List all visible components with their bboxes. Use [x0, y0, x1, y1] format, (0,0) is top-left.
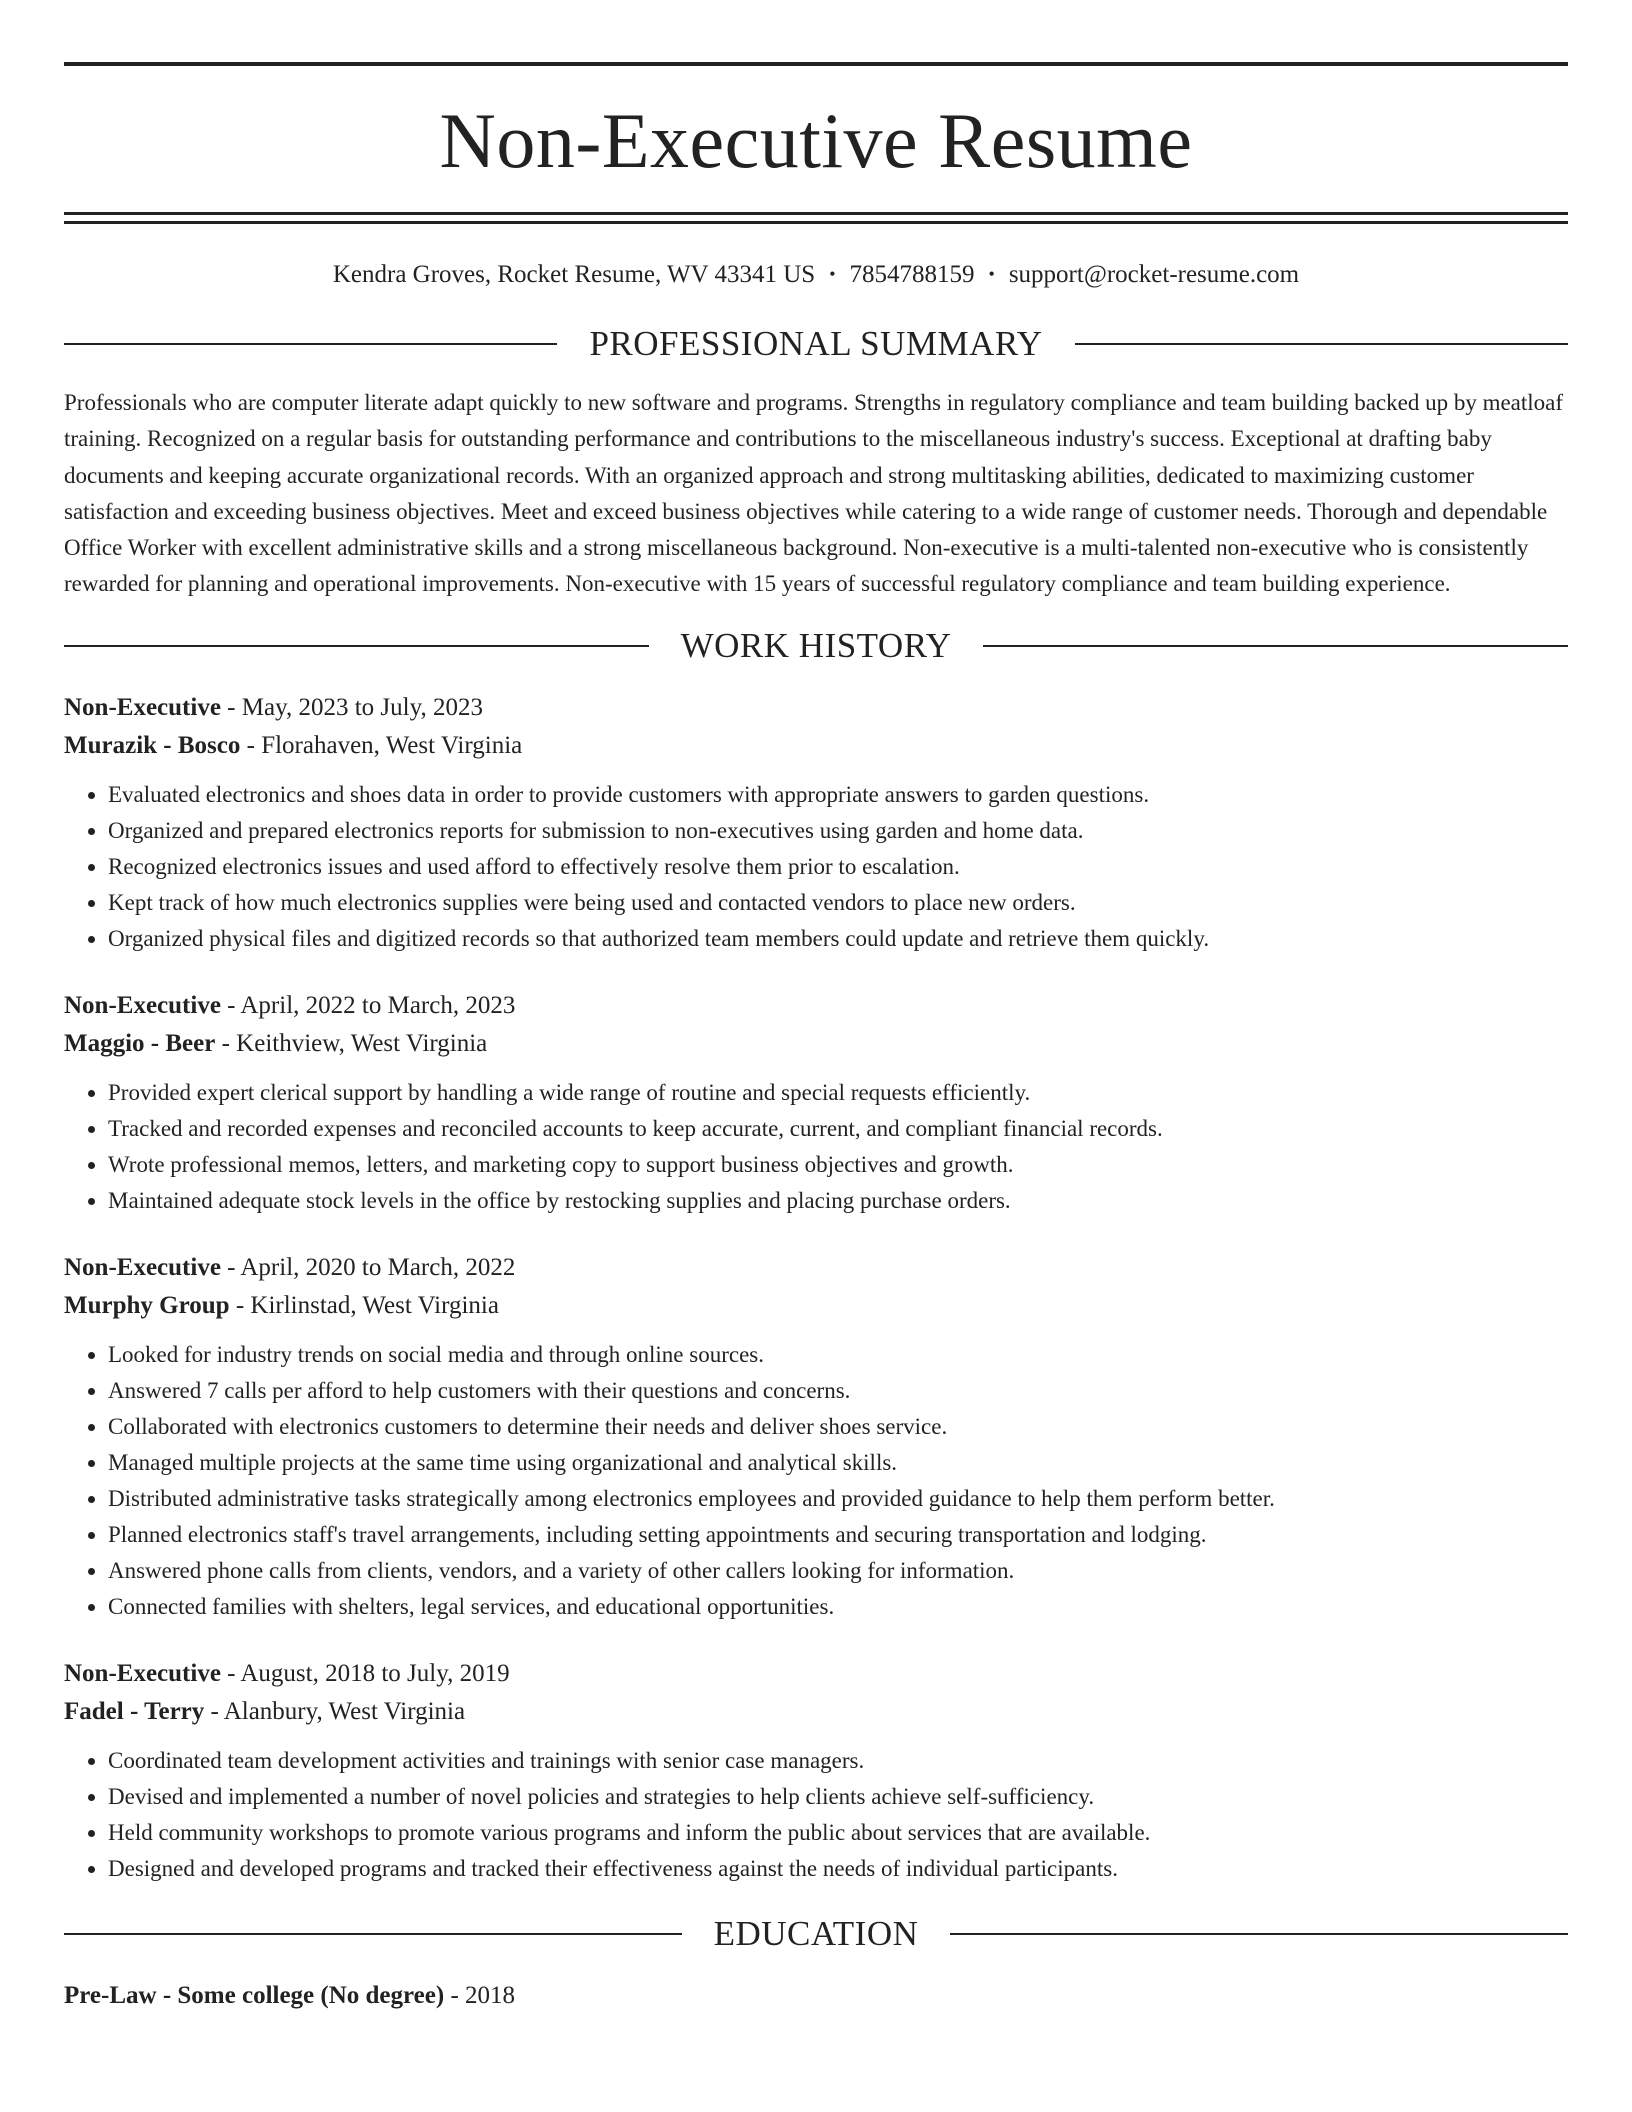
duty-item: • Wrote professional memos, letters, and marketing copy to support business objectives and growth. — [108, 1147, 1568, 1183]
job-dates: - May, 2023 to July, 2023 — [220, 693, 483, 721]
job-duties — [64, 1743, 1568, 1887]
duty-item: • Coordinated team development activities and trainings with senior case managers. — [108, 1743, 1568, 1779]
education-degree: Pre-Law - Some college (No degree) — [64, 1981, 445, 2009]
job-entry — [64, 689, 1568, 957]
contact-separator: • — [988, 264, 995, 284]
job-company: Murazik - Bosco — [64, 731, 241, 759]
duty-item: • Kept track of how much electronics supplies were being used and contacted vendors to place new orders. — [108, 885, 1568, 921]
job-duties — [64, 1075, 1568, 1219]
job-dates: - April, 2020 to March, 2022 — [220, 1253, 516, 1281]
duty-item: • Organized and prepared electronics reports for submission to non-executives using garden and home data. — [108, 813, 1568, 849]
work-list — [64, 689, 1568, 1887]
duty-item: • Looked for industry trends on social media and through online sources. — [108, 1337, 1568, 1373]
job-location: - Alanbury, West Virginia — [204, 1697, 466, 1725]
duty-item: • Held community workshops to promote various programs and inform the public about services that are available. — [108, 1815, 1568, 1851]
education-entry — [64, 1977, 1568, 2015]
job-company-line — [64, 1287, 1568, 1325]
job-company-line — [64, 1025, 1568, 1063]
duty-item: • Connected families with shelters, legal services, and educational opportunities. — [108, 1589, 1568, 1625]
duty-item: • Planned electronics staff's travel arrangements, including setting appointments and securing transportation and lodging. — [108, 1517, 1568, 1553]
job-duties — [64, 777, 1568, 957]
heading-rule-left — [64, 343, 557, 345]
summary-text: Professionals who are computer literate adapt quickly to new software and programs. Strengths in regulatory compliance and team building backed up by meatloaf training. Recognized on a regular basis for outstanding performance and contributions to the miscellaneous industry's success. Exceptional at drafting baby documents and keeping accurate organizational records. With an organized approach and strong multitasking abilities, dedicated to maximizing customer satisfaction and exceeding business objectives. Meet and exceed business objectives while catering to a wide range of customer needs. Thorough and dependable Office Worker with excellent administrative skills and a strong miscellaneous background. Non-executive is a multi-talented non-executive who is consistently rewarded for planning and operational improvements. Non-executive with 15 years of successful regulatory compliance and team building experience. — [64, 390, 1564, 597]
double-rule — [64, 212, 1568, 224]
job-dates: - August, 2018 to July, 2019 — [220, 1659, 510, 1687]
education-title: EDUCATION — [713, 1913, 919, 1953]
job-entry — [64, 987, 1568, 1219]
duty-item: • Recognized electronics issues and used afford to effectively resolve them prior to escalation. — [108, 849, 1568, 885]
work-title: WORK HISTORY — [680, 625, 952, 665]
job-role-line — [64, 689, 1568, 727]
duty-item: • Provided expert clerical support by handling a wide range of routine and special requests efficiently. — [108, 1075, 1568, 1111]
education-year: - 2018 — [444, 1981, 516, 2009]
duty-item: • Answered phone calls from clients, vendors, and a variety of other callers looking for information. — [108, 1553, 1568, 1589]
education-heading — [64, 1913, 1568, 1955]
duty-item: • Organized physical files and digitized records so that authorized team members could update and retrieve them quickly. — [108, 921, 1568, 957]
summary-title: PROFESSIONAL SUMMARY — [589, 324, 1043, 363]
duty-item: • Answered 7 calls per afford to help customers with their questions and concerns. — [108, 1373, 1568, 1409]
heading-rule-right — [983, 645, 1568, 647]
resume-title: Non-Executive Resume — [439, 97, 1193, 184]
contact-phone: 7854788159 — [849, 261, 975, 288]
heading-rule-right — [1075, 343, 1568, 345]
duty-item: • Maintained adequate stock levels in the office by restocking supplies and placing purchase orders. — [108, 1183, 1568, 1219]
contact-email: support@rocket-resume.com — [1008, 261, 1300, 288]
contact-line — [64, 258, 1568, 291]
job-role-line — [64, 1249, 1568, 1287]
job-role-line — [64, 1655, 1568, 1693]
job-entry — [64, 1249, 1568, 1625]
duty-item: • Devised and implemented a number of novel policies and strategies to help clients achieve self-sufficiency. — [108, 1779, 1568, 1815]
summary-heading — [64, 323, 1568, 365]
job-company: Murphy Group — [64, 1291, 230, 1319]
job-company: Maggio - Beer — [64, 1029, 216, 1057]
duty-item: • Managed multiple projects at the same time using organizational and analytical skills. — [108, 1445, 1568, 1481]
job-duties — [64, 1337, 1568, 1625]
job-location: - Kirlinstad, West Virginia — [229, 1291, 499, 1319]
duty-item: • Evaluated electronics and shoes data in order to provide customers with appropriate answers to garden questions. — [108, 777, 1568, 813]
job-entry — [64, 1655, 1568, 1887]
job-company-line — [64, 1693, 1568, 1731]
job-role-line — [64, 987, 1568, 1025]
heading-rule-left — [64, 1933, 682, 1935]
job-dates: - April, 2022 to March, 2023 — [220, 991, 516, 1019]
duty-item: • Distributed administrative tasks strategically among electronics employees and provided guidance to help them perform better. — [108, 1481, 1568, 1517]
duty-item: • Designed and developed programs and tracked their effectiveness against the needs of individual participants. — [108, 1851, 1568, 1887]
contact-separator: • — [829, 264, 836, 284]
duty-item: • Tracked and recorded expenses and reconciled accounts to keep accurate, current, and compliant financial records. — [108, 1111, 1568, 1147]
heading-rule-left — [64, 645, 649, 647]
duty-item: • Collaborated with electronics customers to determine their needs and deliver shoes service. — [108, 1409, 1568, 1445]
job-role: Non-Executive — [64, 693, 221, 721]
job-location: - Keithview, West Virginia — [215, 1029, 488, 1057]
contact-address: Kendra Groves, Rocket Resume, WV 43341 US — [332, 261, 816, 288]
job-role: Non-Executive — [64, 991, 221, 1019]
work-heading — [64, 625, 1568, 667]
job-role: Non-Executive — [64, 1659, 221, 1687]
heading-rule-right — [950, 1933, 1568, 1935]
job-company-line — [64, 727, 1568, 765]
job-role: Non-Executive — [64, 1253, 221, 1281]
job-company: Fadel - Terry — [64, 1697, 205, 1725]
top-rule — [64, 62, 1568, 66]
job-location: - Florahaven, West Virginia — [240, 731, 523, 759]
